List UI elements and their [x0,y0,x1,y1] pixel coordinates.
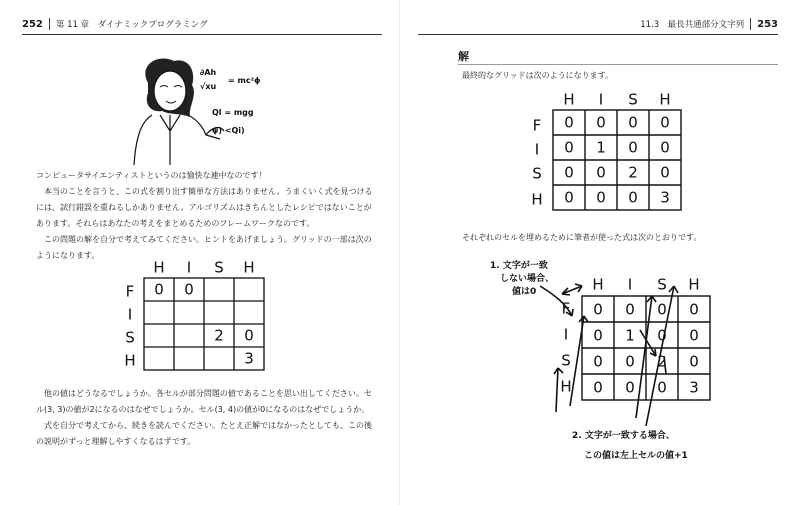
annotated-col-header: I [627,275,633,294]
hint-row-header: I [127,305,133,324]
annotated-row-header: I [563,325,569,344]
final-row-header: H [531,190,543,209]
annotated-cell: 0 [657,378,667,397]
annotated-cell: 0 [593,352,603,371]
final-cell: 0 [564,188,574,207]
hint-cell: 0 [184,280,194,299]
final-col-header: H [563,90,575,109]
left-page-header [22,14,382,34]
intro-line: 最終的なグリッドは次のようになります。 [462,71,614,80]
annotated-cell: 0 [625,352,635,371]
hint-col-header: H [153,258,165,277]
annotated-cell: 0 [689,352,699,371]
left-page-number: 252 [22,18,43,30]
final-cell: 2 [628,163,638,182]
hint-cell: 0 [244,326,254,345]
formula-line-4: Ql = mgg [212,108,254,117]
annotated-cell: 0 [657,300,667,319]
hint-row-header: H [124,351,136,370]
final-row-header: F [532,116,542,135]
final-cell: 0 [660,113,670,132]
paragraph-line: この問題の解を自分で考えてみてください。ヒントをあげましょう。グリッドの一部は次の [44,235,372,244]
hint-cell: 3 [244,349,254,368]
hint-col-header: H [243,258,255,277]
left-header-rule [22,34,382,35]
formula-line-2: √xu [200,82,217,91]
final-grid [525,90,695,220]
solution-heading: 解 [458,50,469,63]
hint-cell: 0 [154,280,164,299]
formula-line-1: ∂Ah [200,68,217,77]
right-header-rule [418,34,778,35]
annotation-2-line: 2. 文字が一致する場合、 [572,431,675,441]
annotated-cell: 2 [657,352,667,371]
formula-line-5: ψ) <Qi) [212,126,245,135]
right-page-header [418,14,778,34]
annotated-cell: 0 [593,300,603,319]
final-cell: 0 [596,113,606,132]
annotated-cell: 0 [689,326,699,345]
right-page [400,0,800,505]
final-col-header: I [598,90,604,109]
annotation-2-line: この値は左上セルの値+1 [584,451,688,461]
paragraph-line: コンピュータサイエンティストというのは愉快な連中なのです！ [36,171,267,180]
final-cell: 0 [564,163,574,182]
final-cell: 0 [596,188,606,207]
final-cell: 0 [660,138,670,157]
final-row-header: I [534,140,540,159]
body-text-top [36,168,372,264]
paragraph-line: 式を自分で考えてから、続きを読んでください。たとえ正解ではなかったとしても、この後 [44,421,372,430]
annotated-cell: 0 [593,378,603,397]
annotated-cell: 0 [593,326,603,345]
paragraph-line: 本当のことを言うと、この式を割り出す簡単な方法はありません。うまくいく式を見つける [44,187,373,196]
paragraph-line: ル(3, 3)の値が2になるのはなぜでしょうか。セル(3, 4)の値が0になるのはなぜでしょうか。 [36,405,370,414]
final-cell: 0 [628,138,638,157]
final-cell: 0 [564,113,574,132]
final-col-header: S [628,90,638,109]
annotated-col-header: S [657,275,667,294]
annotation-1-line: しない場合、 [500,274,555,284]
final-cell: 0 [628,113,638,132]
annotated-cell: 1 [625,326,635,345]
scientist-illustration [130,55,270,165]
final-cell: 0 [564,138,574,157]
intro-text [462,68,613,84]
hint-col-header: S [214,258,224,277]
hint-row-header: F [125,282,135,301]
final-col-header: H [659,90,671,109]
annotated-row-header: H [560,377,572,396]
formula-intro [462,230,701,246]
hint-grid [120,258,280,378]
final-row-header: S [532,164,542,183]
annotated-row-header: F [561,299,571,318]
paragraph-line: 他の値はどうなるでしょうか。各セルが部分問題の値であることを思い出してください。セ [44,389,372,398]
paragraph-line: の説明がずっと理解しやすくなるはずです。 [36,437,196,446]
final-cell: 0 [660,163,670,182]
annotated-cell: 0 [625,378,635,397]
annotated-cell: 0 [689,300,699,319]
final-cell: 3 [660,188,670,207]
paragraph-line: には、試行錯誤を重ねるしかありません。アルゴリズムはきちんとしたレシピではないことが [36,203,372,212]
annotated-col-header: H [592,275,604,294]
final-cell: 0 [596,163,606,182]
paragraph-line: ようになります。 [36,251,100,260]
formula-line-3: = mc²ϕ [228,76,261,85]
annotation-1-line: 1. 文字が一致 [490,261,548,271]
annotated-formula-diagram [478,256,778,496]
section-label: 11.3 最長共通部分文字列 [640,20,745,30]
chapter-label: 第 11 章 ダイナミックプログラミング [55,20,208,30]
paragraph-line: あります。それらはあなたの考えをまとめるためのフレームワークなのです。 [36,219,315,228]
right-page-number: 253 [757,18,778,30]
annotated-cell: 3 [689,378,699,397]
hint-cell: 2 [214,326,224,345]
hint-col-header: I [186,258,192,277]
annotated-cell: 0 [657,326,667,345]
formula-intro-line: それぞれのセルを埋めるために筆者が使った式は次のとおりです。 [462,233,702,242]
body-text-bottom [36,386,372,450]
hint-row-header: S [125,328,135,347]
solution-rule [458,64,778,65]
annotated-col-header: H [688,275,700,294]
annotated-cell: 0 [625,300,635,319]
final-cell: 1 [596,138,606,157]
final-cell: 0 [628,188,638,207]
annotated-row-header: S [561,351,571,370]
annotation-1-line: 値は0 [512,287,537,297]
